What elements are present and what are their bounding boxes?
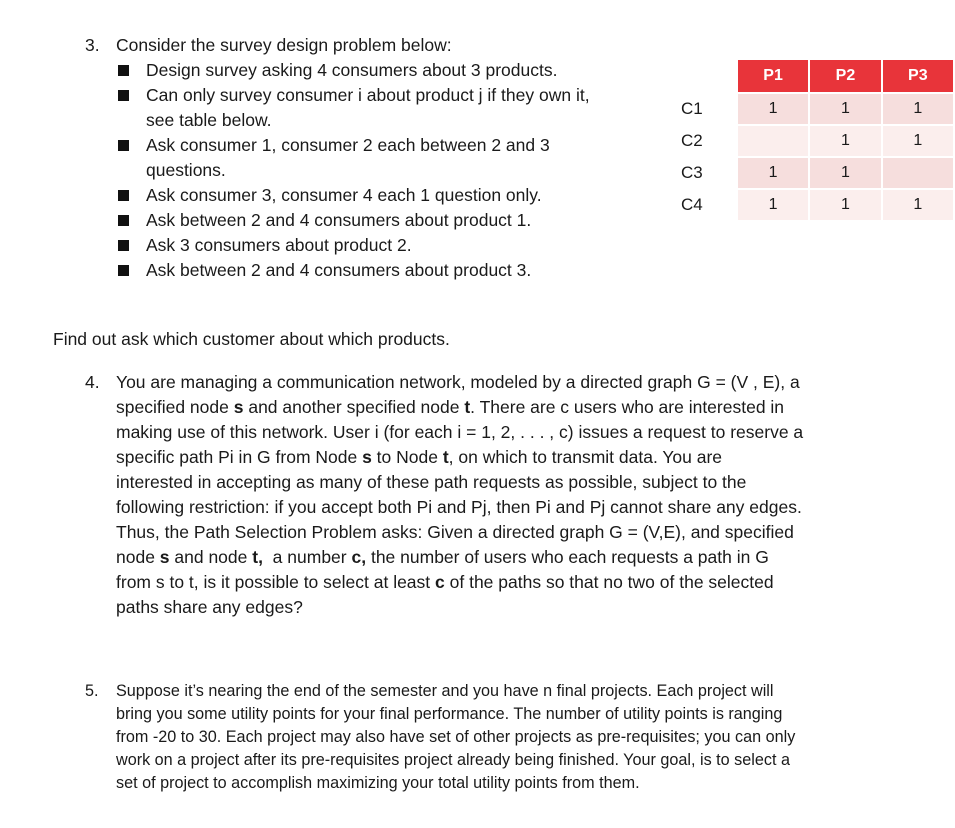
table-cell: 1 [882,125,954,157]
bullet-square-icon [118,265,129,276]
row-label: C2 [670,125,737,157]
q4-line-10: paths share any edges? [116,597,303,617]
q3-bullet-5: Ask between 2 and 4 consumers about product 1. [146,210,532,230]
q4-line-9: from s to t, is it possible to select at least c of the paths so that no two of the selected [116,572,774,592]
q3-bullet-6: Ask 3 consumers about product 2. [146,235,412,255]
bullet-square-icon [118,215,129,226]
table-row [670,157,954,189]
table-cell: 1 [809,189,881,221]
table-cell [737,125,809,157]
table-cell: 1 [737,157,809,189]
row-label: C4 [670,189,737,221]
q3-number: 3. [85,35,100,55]
q3-bullet-7: Ask between 2 and 4 consumers about product 3. [146,260,532,280]
bullet-square-icon [118,240,129,251]
q3-find-instruction: Find out ask which customer about which products. [53,329,450,349]
q3-bullet-3: Ask consumer 1, consumer 2 each between 2 and 3 [146,135,550,155]
bullet-square-icon [118,140,129,151]
table-cell: 1 [882,189,954,221]
q5-line-1: Suppose it’s nearing the end of the semester and you have n final projects. Each project will [116,682,774,700]
q4-line-7: Thus, the Path Selection Problem asks: Given a directed graph G = (V,E), and specified [116,522,794,542]
bullet-square-icon [118,90,129,101]
q4-line-1: You are managing a communication network, modeled by a directed graph G = (V , E), a [116,372,800,392]
table-header-p1: P1 [737,59,809,93]
q4-line-4: specific path Pi in G from Node s to Node t, on which to transmit data. You are [116,447,723,467]
table-cell [882,157,954,189]
q4-line-6: following restriction: if you accept both Pi and Pj, then Pi and Pj cannot share any edges. [116,497,802,517]
q3-bullet-4: Ask consumer 3, consumer 4 each 1 question only. [146,185,542,205]
q5-line-2: bring you some utility points for your final performance. The number of utility points is ranging [116,705,783,723]
q4-number: 4. [85,372,100,392]
q4-line-5: interested in accepting as many of these path requests as possible, subject to the [116,472,747,492]
q4-line-8: node s and node t, a number c, the number of users who each requests a path in G [116,547,769,567]
row-label: C1 [670,93,737,125]
q5-number: 5. [85,682,99,700]
table-cell: 1 [809,125,881,157]
q4-line-2: specified node s and another specified node t. There are c users who are interested in [116,397,785,417]
q3-bullet-2-cont: see table below. [146,110,272,130]
table-header-p3: P3 [882,59,954,93]
q3-bullet-2: Can only survey consumer i about product j if they own it, [146,85,590,105]
table-row [670,125,954,157]
table-row [670,93,954,125]
table-cell: 1 [809,157,881,189]
q4-line-3: making use of this network. User i (for each i = 1, 2, . . . , c) issues a request to reserve a [116,422,804,442]
table-cell: 1 [809,93,881,125]
table-cell: 1 [737,189,809,221]
table-corner [670,59,737,93]
q5-line-3: from -20 to 30. Each project may also have set of other projects as pre-requisites; you can only [116,728,796,746]
table-header-p2: P2 [809,59,881,93]
ownership-table [669,58,955,222]
q5-line-5: set of project to accomplish maximizing your total utility points from them. [116,774,640,792]
q3-intro: Consider the survey design problem below: [116,35,452,55]
table-cell: 1 [737,93,809,125]
q3-bullet-3-cont: questions. [146,160,226,180]
bullet-square-icon [118,190,129,201]
q5-line-4: work on a project after its pre-requisites project already being finished. Your goal, is to select a [116,751,790,769]
bullet-square-icon [118,65,129,76]
q3-bullet-1: Design survey asking 4 consumers about 3 products. [146,60,558,80]
row-label: C3 [670,157,737,189]
table-header-row [670,59,954,93]
table-row [670,189,954,221]
table-cell: 1 [882,93,954,125]
